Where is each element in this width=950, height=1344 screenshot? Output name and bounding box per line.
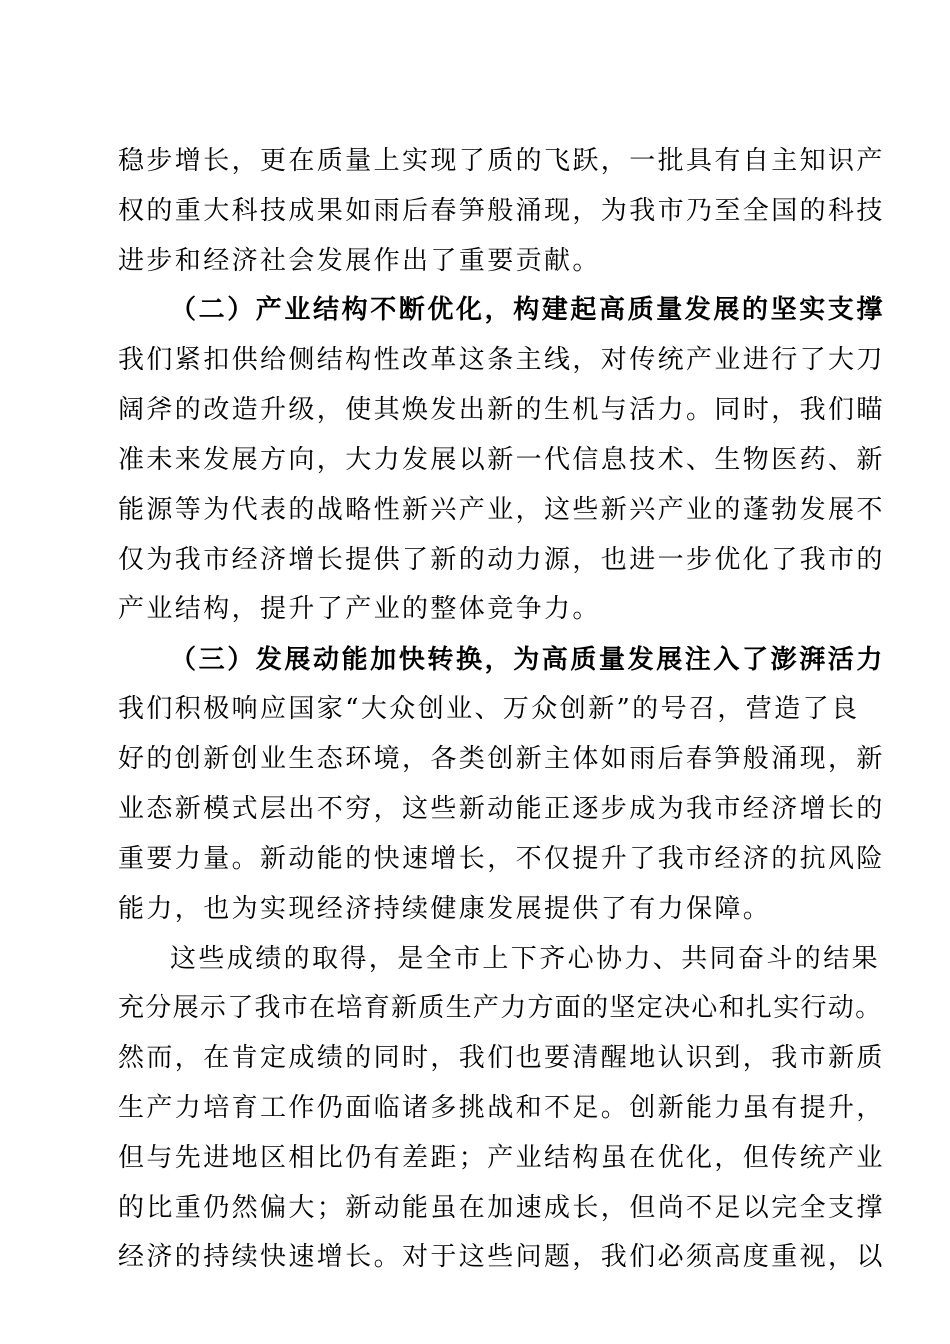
text-line: 业态新模式层出不穷，这些新动能正逐步成为我市经济增长的 (118, 794, 885, 824)
text-line: 充分展示了我市在培育新质生产力方面的坚定决心和扎实行动。 (118, 993, 883, 1023)
text-line: 进步和经济社会发展作出了重要贡献。 (118, 246, 601, 276)
section-heading: （二）产业结构不断优化，构建起高质量发展的坚实支撑 (170, 295, 886, 325)
text-line: 经济的持续快速增长。对于这些问题，我们必须高度重视，以 (118, 1242, 885, 1272)
text-line: 好的创新创业生态环境，各类创新主体如雨后春笋般涌现，新 (118, 744, 885, 774)
text-line: 生产力培育工作仍面临诸多挑战和不足。创新能力虽有提升， (118, 1093, 885, 1123)
text-line: 权的重大科技成果如雨后春笋般涌现，为我市乃至全国的科技 (118, 196, 885, 226)
text-line: 这些成绩的取得，是全市上下齐心协力、共同奋斗的结果 (170, 944, 881, 974)
text-line: 但与先进地区相比仍有差距；产业结构虽在优化，但传统产业 (118, 1143, 885, 1173)
text-line: 我们积极响应国家“大众创业、万众创新”的号召，营造了良 (118, 694, 860, 724)
text-line: 产业结构，提升了产业的整体竞争力。 (118, 594, 601, 624)
text-line: 仅为我市经济增长提供了新的动力源，也进一步优化了我市的 (118, 545, 885, 575)
text-line: 稳步增长，更在质量上实现了质的飞跃，一批具有自主知识产 (118, 146, 885, 176)
text-line: 的比重仍然偏大；新动能虽在加速成长，但尚不足以完全支撑 (118, 1193, 885, 1223)
text-line: 我们紧扣供给侧结构性改革这条主线，对传统产业进行了大刀 (118, 345, 885, 375)
text-line: 阔斧的改造升级，使其焕发出新的生机与活力。同时，我们瞄 (118, 395, 885, 425)
text-line: 能源等为代表的战略性新兴产业，这些新兴产业的蓬勃发展不 (118, 495, 885, 525)
section-heading: （三）发展动能加快转换，为高质量发展注入了澎湃活力 (170, 645, 886, 675)
text-line: 准未来发展方向，大力发展以新一代信息技术、生物医药、新 (118, 445, 885, 475)
text-line: 重要力量。新动能的快速增长，不仅提升了我市经济的抗风险 (118, 844, 885, 874)
text-line: 能力，也为实现经济持续健康发展提供了有力保障。 (118, 894, 772, 924)
text-line: 然而，在肯定成绩的同时，我们也要清醒地认识到，我市新质 (118, 1043, 885, 1073)
